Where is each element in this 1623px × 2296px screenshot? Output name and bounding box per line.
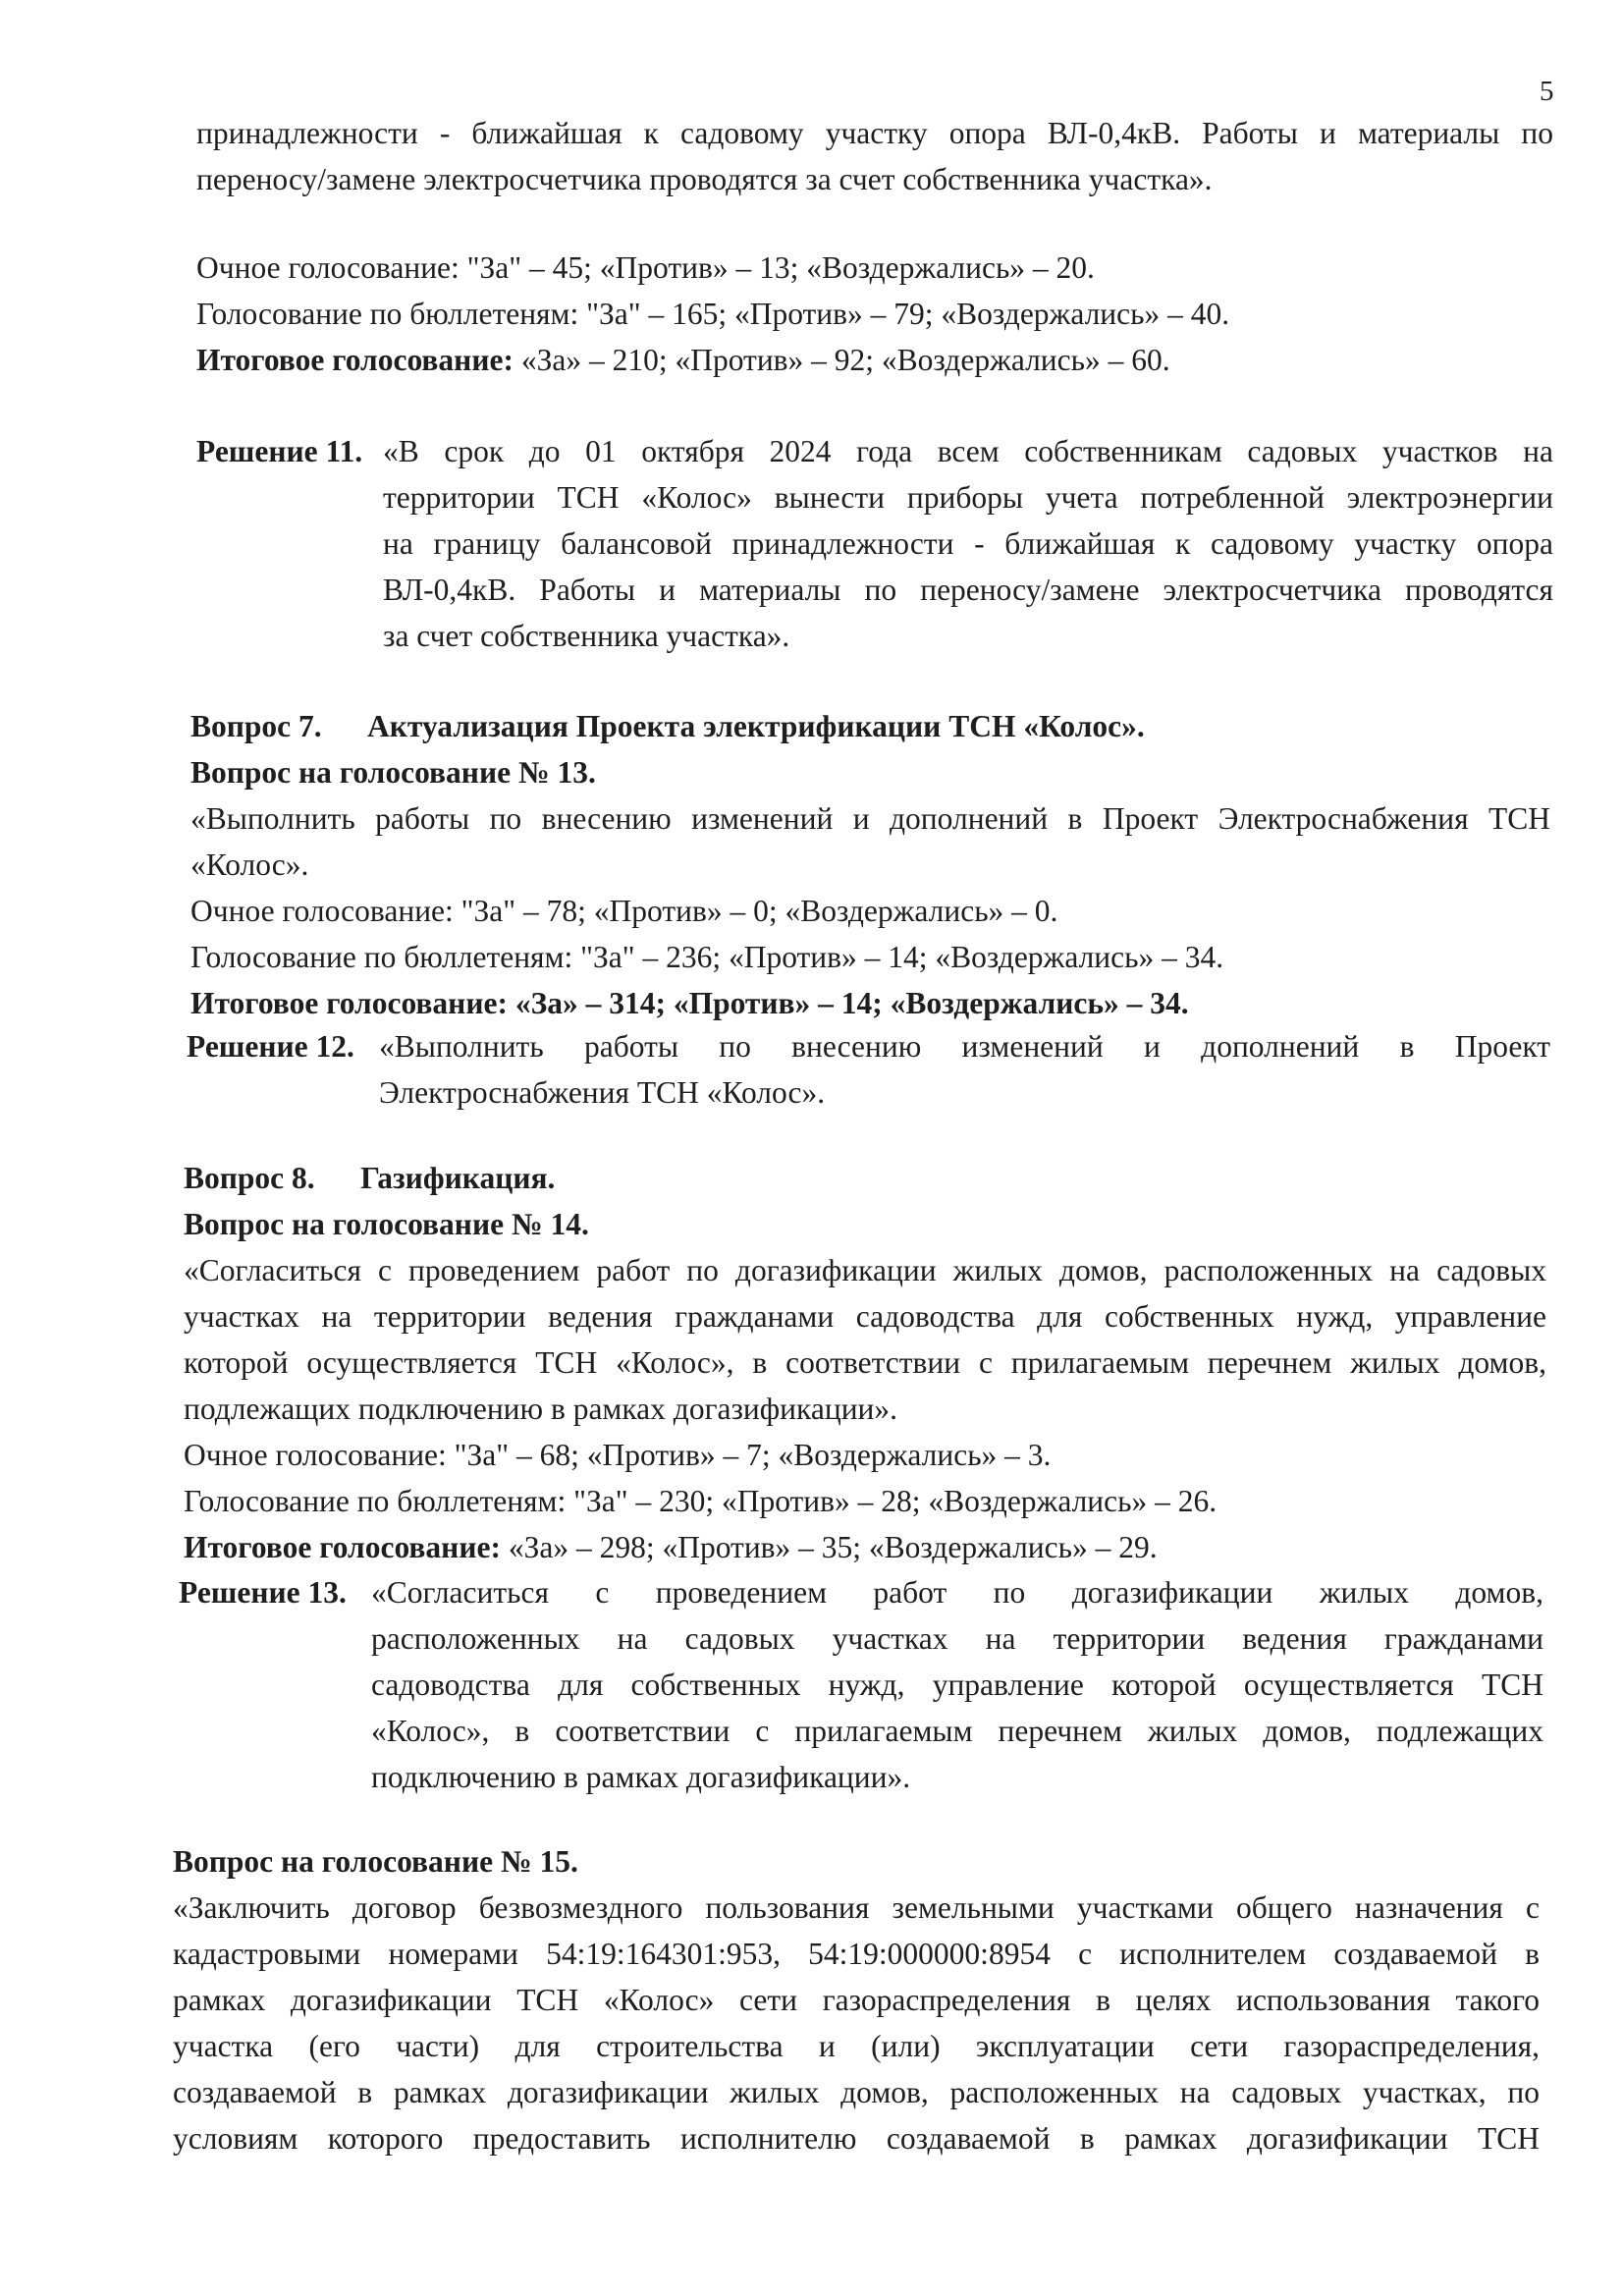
vote-bulleten: Голосование по бюллетеням: "За" – 236; «Против» – 14; «Воздержались» – 34. [190,940,1224,974]
vote-heading [184,1201,1546,1247]
question-heading [190,703,1550,749]
vote-itog-label: Итоговое голосование: [196,343,514,377]
decision-13 [179,1569,1543,1800]
decision-text [379,1023,1550,1116]
decision-label: Решение 11. [196,434,363,468]
text-line: «Колос», в соответствии с прилагаемым перечнем жилых домов, подлежащих [371,1714,1543,1748]
text-line: «Согласиться с проведением работ по догазификации жилых домов, расположенных на садовых [184,1253,1546,1287]
text-line: ВЛ-0,4кВ. Работы и материалы по переносу/замене электросчетчика проводятся [383,573,1553,607]
vote-heading [173,1838,1540,1885]
text-line: садоводства для собственных нужд, управление которой осуществляется ТСН [371,1667,1543,1702]
vote-itog [190,980,1550,1026]
text-line: принадлежности - ближайшая к садовому участку опора ВЛ-0,4кВ. Работы и материалы по [196,116,1553,150]
decision-label: Решение 13. [179,1575,347,1610]
question-number: Вопрос 8. [184,1161,315,1195]
text-line: «Согласиться с проведением работ по догазификации жилых домов, [371,1575,1543,1610]
text-line: на границу балансовой принадлежности - ближайшая к садовому участку опора [383,526,1553,561]
text-line: территории ТСН «Колос» вынести приборы учета потребленной электроэнергии [383,480,1553,515]
text-line: участках на территории ведения гражданами садоводства для собственных нужд, управление [184,1299,1546,1334]
text-line: «Заключить договор безвозмездного пользования земельными участками общего назначения с [173,1890,1540,1925]
vote-itog-value: «За» – 298; «Против» – 35; «Воздержались» – 29. [500,1530,1158,1564]
question-8 [184,1155,1546,1570]
vote-results [196,245,1553,383]
decision-text [371,1569,1543,1800]
text-line: «Колос». [190,847,309,882]
question-number: Вопрос 7. [190,709,322,743]
text-line: «Выполнить работы по внесению изменений и дополнений в Проект Электроснабжения ТСН [190,801,1550,836]
vote-bulleten: Голосование по бюллетеням: "За" – 230; «Против» – 28; «Воздержались» – 26. [184,1484,1217,1518]
text-line: переносу/замене электросчетчика проводятся за счет собственника участка». [196,162,1213,196]
vote-ochnoe: Очное голосование: "За" – 68; «Против» – 7; «Воздержались» – 3. [184,1438,1052,1472]
question-title: Актуализация Проекта электрификации ТСН «Колос». [367,709,1145,743]
text-line: подключению в рамках догазификации». [371,1760,911,1794]
text-line: условиям которого предоставить исполнителю создаваемой в рамках догазификации ТСН [173,2121,1540,2156]
vote-bulleten: Голосование по бюллетеням: "За" – 165; «Против» – 79; «Воздержались» – 40. [196,297,1230,331]
text-line: которой осуществляется ТСН «Колос», в соответствии с прилагаемым перечнем жилых домов, [184,1345,1546,1380]
decision-11 [196,428,1553,659]
vote-ochnoe: Очное голосование: "За" – 78; «Против» – 0; «Воздержались» – 0. [190,894,1058,928]
vote-itog-value: «За» – 210; «Против» – 92; «Воздержались» – 60. [513,343,1170,377]
text-line: расположенных на садовых участках на территории ведения гражданами [371,1621,1543,1656]
text-line: рамках догазификации ТСН «Колос» сети газораспределения в целях использования такого [173,1983,1540,2017]
text-line: за счет собственника участка». [383,619,790,653]
vote-itog [184,1524,1546,1570]
question-15 [173,1838,1540,2161]
vote-heading-text: Вопрос на голосование № 15. [173,1844,578,1879]
vote-heading-text: Вопрос на голосование № 13. [190,755,596,790]
decision-12 [187,1023,1550,1116]
question-7 [190,703,1550,1026]
text-line: «В срок до 01 октября 2024 года всем собственникам садовых участков на [383,434,1553,468]
question-title: Газификация. [360,1161,556,1195]
vote-heading [190,749,1550,795]
page-number: 5 [1540,76,1554,107]
vote-itog-text: Итоговое голосование: «За» – 314; «Против» – 14; «Воздержались» – 34. [190,986,1189,1020]
text-line: участка (его части) для строительства и (или) эксплуатации сети газораспределения, [173,2029,1540,2063]
vote-heading-text: Вопрос на голосование № 14. [184,1207,589,1241]
text-line: кадастровыми номерами 54:19:164301:953, 54:19:000000:8954 с исполнителем создаваемой в [173,1937,1540,1971]
decision-label: Решение 12. [187,1029,354,1064]
text-line: создаваемой в рамках догазификации жилых домов, расположенных на садовых участках, по [173,2075,1540,2109]
question-heading [184,1155,1546,1201]
vote-itog-label: Итоговое голосование: [184,1530,501,1564]
text-line: Электроснабжения ТСН «Колос». [379,1075,826,1110]
decision-text [383,428,1553,659]
vote-itog [196,337,1553,383]
text-line: подлежащих подключению в рамках догазификации». [184,1392,898,1426]
vote-ochnoe: Очное голосование: "За" – 45; «Против» – 13; «Воздержались» – 20. [196,250,1095,285]
intro-paragraph [196,110,1553,202]
text-line: «Выполнить работы по внесению изменений и дополнений в Проект [379,1029,1550,1064]
